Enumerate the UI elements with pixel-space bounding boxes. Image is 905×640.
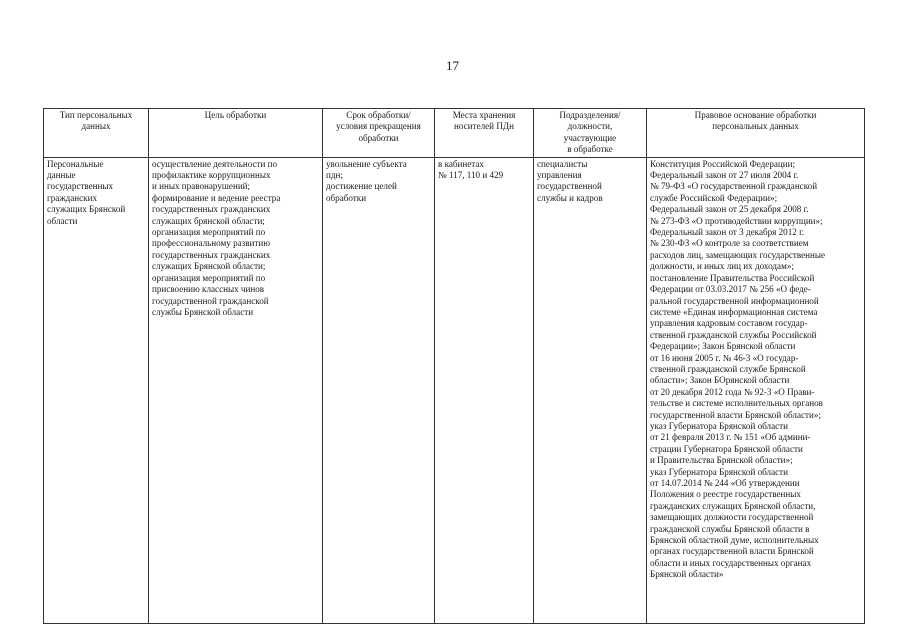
cell-term: увольнение субъекта пдн; достижение целей обработки — [323, 157, 435, 623]
header-data-type: Тип персональных данных — [44, 109, 149, 158]
header-term: Срок обработки/ условия прекращения обработки — [323, 109, 435, 158]
table-row — [44, 157, 865, 623]
personal-data-table — [43, 108, 865, 624]
cell-purpose: осуществление деятельности по профилактике коррупционных и иных правонарушений; формирование и ведение реестра государственных гражданских служащих брянской области; организация мероприятий по профессиональному развитию государственных гражданских служащих Брянской области; организация мероприятий по присвоению классных чинов государственной гражданской службы Брянской области — [149, 157, 323, 623]
page-number: 17 — [446, 58, 459, 73]
cell-legal-basis: Конституция Российской Федерации; Федеральный закон от 27 июля 2004 г. № 79-ФЗ «О государственной гражданской службе Российской Федерации»; Федеральный закон от 25 декабря 2008 г. № 273-ФЗ «О противодействии коррупции»; Федеральный закон от 3 декабря 2012 г. № 230-ФЗ «О контроле за соответствием расходов лиц, замещающих государственные должности, и иных лиц их доходам»; постановление Правительства Российской Федерации от 03.03.2017 № 256 «О феде- ральной государственной информационной системе «Единая информационная система управления кадровым составом государ- ственной гражданской службы Российской Федерации»; Закон Брянской области от 16 июня 2005 г. № 46-3 «О государ- ственной гражданской службе Брянской области»; Закон БОрянской области от 20 декабря 2012 года № 92-3 «О Прави- тельстве и системе исполнительных органов государственной власти Брянской области»; указ Губернатора Брянской области от 21 февраля 2013 г. № 151 «Об админи- страции Губернатора Брянской области и Правительства Брянской области»; указ Губернатора Брянской области от 14.07.2014 № 244 «Об утверждении Положения о реестре государственных гражданских служащих Брянской области, замещающих должности государственной гражданской службы Брянской области в Брянской областной думе, исполнительных органах государственной власти Брянской области и иных государственных органах Брянской области» — [647, 157, 865, 623]
table-header-row — [44, 109, 865, 158]
header-departments: Подразделения/ должности, участвующие в обработке — [534, 109, 647, 158]
cell-departments: специалисты управления государственной службы и кадров — [534, 157, 647, 623]
header-purpose: Цель обработки — [149, 109, 323, 158]
header-legal-basis: Правовое основание обработки персональных данных — [647, 109, 865, 158]
cell-data-type: Персональные данные государственных гражданских служащих Брянской области — [44, 157, 149, 623]
header-storage: Места хранения носителей ПДн — [435, 109, 534, 158]
cell-storage: в кабинетах № 117, 110 и 429 — [435, 157, 534, 623]
